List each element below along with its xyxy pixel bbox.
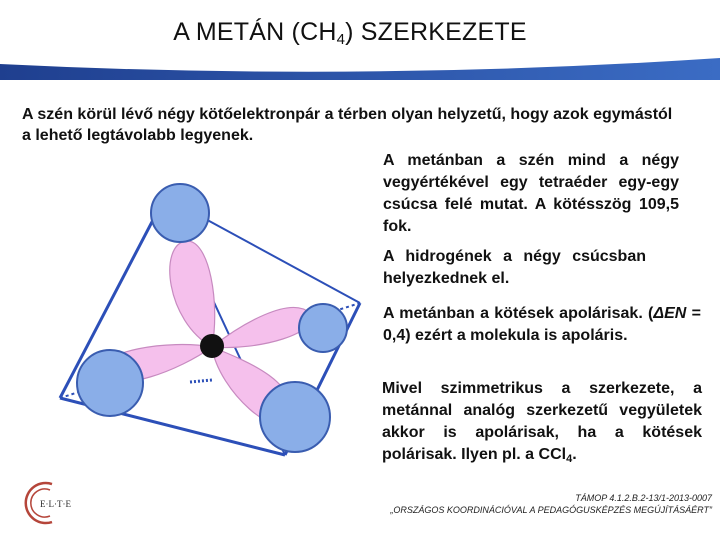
page-title xyxy=(0,18,700,48)
p3-end: = 0,4) ezért a molekula is apoláris. xyxy=(383,305,701,344)
title-subscript: 4 xyxy=(336,31,346,48)
hydrogen-left xyxy=(77,350,143,416)
p4-main: Mivel szimmetrikus a szerkezete, a metánnal analóg szerkezetű vegyületek akkor is apolárisak, ha a kötések polárisak. Ilyen pl. a CCl xyxy=(382,380,702,463)
carbon-atom xyxy=(200,334,224,358)
banner-wave xyxy=(0,58,720,80)
intro-text: A szén körül lévő négy kötőelektronpár a térben olyan helyzetű, hogy azok egymástól a lehető legtávolabb legyenek. xyxy=(22,106,673,144)
title-prefix: A METÁN (CH xyxy=(173,18,337,46)
p3-start: A metánban a kötések apolárisak. ( xyxy=(383,305,654,322)
title-suffix: ) SZERKEZETE xyxy=(345,18,527,46)
delta-en: ΔEN xyxy=(653,305,687,322)
lobe-right xyxy=(212,307,311,347)
footer-project-title: „ORSZÁGOS KOORDINÁCIÓVAL A PEDAGÓGUSKÉPZÉS MEGÚJÍTÁSÁÉRT” xyxy=(390,505,712,515)
paragraph-apolar-bonds xyxy=(383,303,701,347)
hydrogen-top xyxy=(151,184,209,242)
paragraph-hydrogens: A hidrogének a négy csúcsban helyezkednek el. xyxy=(383,248,646,287)
logo-text: E·L·T·E xyxy=(40,499,71,509)
lobe-top xyxy=(170,241,215,347)
footer-project-code: TÁMOP 4.1.2.B.2-13/1-2013-0007 xyxy=(575,493,712,503)
footer xyxy=(300,492,712,516)
p4-end: . xyxy=(572,446,577,463)
paragraph-symmetry xyxy=(382,378,702,470)
paragraph-tetrahedron: A metánban a szén mind a négy vegyértékével egy tetraéder egy-egy csúcsa felé mutat. A kötésszög 109,5 fok. xyxy=(383,152,679,235)
methane-tetrahedron-diagram xyxy=(40,155,400,475)
hydrogen-bottom xyxy=(260,382,330,452)
elte-logo xyxy=(24,478,104,528)
dashed-bond-marker xyxy=(190,380,212,382)
hydrogen-right xyxy=(299,304,347,352)
p4-subscript: 4 xyxy=(566,453,573,465)
